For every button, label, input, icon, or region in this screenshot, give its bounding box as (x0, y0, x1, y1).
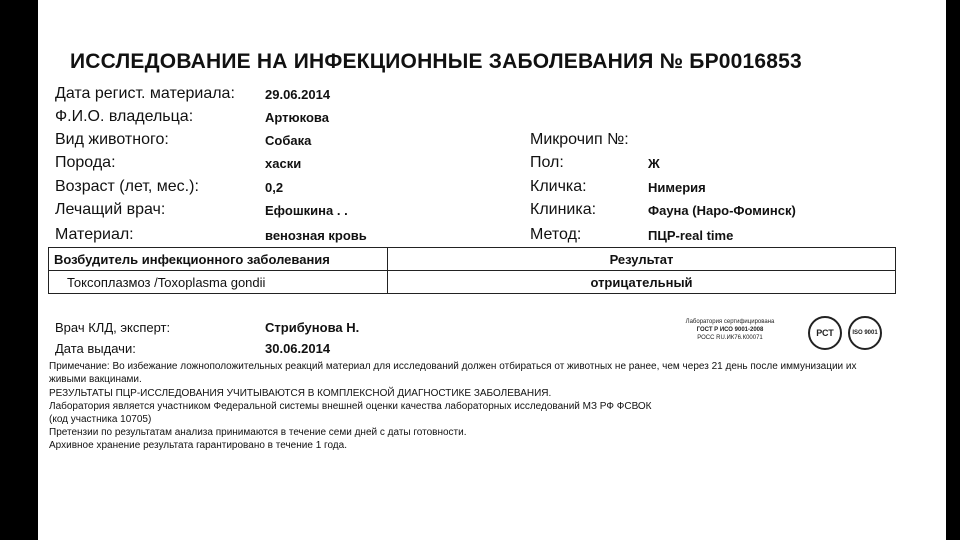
owner-label: Ф.И.О. владельца: (55, 108, 194, 125)
note-claims: Претензии по результатам анализа принимаются в течение семи дней с даты готовности. (49, 427, 467, 438)
certification-text (660, 318, 800, 342)
owner-value: Артюкова (265, 110, 329, 125)
note-fsvok: Лаборатория является участником Федеральной системы внешней оценки качества лабораторных исследований МЗ РФ ФСВОК (49, 401, 652, 412)
material-label: Материал: (55, 226, 134, 243)
table-row (49, 271, 896, 294)
age-label: Возраст (лет, мес.): (55, 178, 199, 195)
note-archive: Архивное хранение результата гарантировано в течение 1 года. (49, 440, 347, 451)
material-value: венозная кровь (265, 228, 367, 243)
microchip-label: Микрочип №: (530, 131, 629, 148)
report-sheet (38, 0, 946, 540)
method-value: ПЦР-real time (648, 228, 734, 243)
breed-label: Порода: (55, 154, 116, 171)
age-value: 0,2 (265, 180, 284, 195)
sex-label: Пол: (530, 154, 564, 171)
note-immunization: Примечание: Во избежание ложноположительных реакций материал для исследований должен отбираться от животных не ранее, чем через 21 день после иммунизации их живыми вакцинами. (49, 361, 857, 385)
report-title: ИССЛЕДОВАНИЕ НА ИНФЕКЦИОННЫЕ ЗАБОЛЕВАНИЯ № БР0016853 (70, 50, 802, 73)
note-pcr-results: РЕЗУЛЬТАТЫ ПЦР-ИССЛЕДОВАНИЯ УЧИТЫВАЮТСЯ В КОМПЛЕКСНОЙ ДИАГНОСТИКЕ ЗАБОЛЕВАНИЯ. (49, 388, 552, 399)
reg-date-label: Дата регист. материала: (55, 85, 235, 102)
iso-logo: ISO 9001 (848, 316, 882, 350)
result-cell: отрицательный (388, 271, 896, 294)
species-label: Вид животного: (55, 131, 169, 148)
results-table (48, 247, 896, 294)
note-participant-code: (код участника 10705) (49, 414, 152, 425)
cert-line-1: Лаборатория сертифицирована (685, 319, 775, 325)
expert-value: Стрибунова Н. (265, 320, 360, 335)
cert-line-2: ГОСТ Р ИСО 9001-2008 (696, 327, 764, 333)
table-header-row (49, 248, 896, 271)
result-header: Результат (388, 248, 896, 271)
doctor-label: Лечащий врач: (55, 201, 166, 218)
issue-date-label: Дата выдачи: (55, 341, 136, 356)
reg-date-value: 29.06.2014 (265, 87, 331, 102)
sex-value: Ж (648, 156, 660, 171)
nickname-label: Кличка: (530, 178, 587, 195)
clinic-label: Клиника: (530, 201, 597, 218)
doctor-value: Ефошкина . . (265, 203, 348, 218)
pathogen-cell: Токсоплазмоз /Toxoplasma gondii (49, 271, 388, 294)
nickname-value: Нимерия (648, 180, 706, 195)
clinic-value: Фауна (Наро-Фоминск) (648, 203, 796, 218)
cert-line-3: РОСС RU.ИК76.К00071 (697, 335, 763, 341)
method-label: Метод: (530, 226, 582, 243)
breed-value: хаски (265, 156, 302, 171)
rst-logo: РСТ (808, 316, 842, 350)
issue-date-value: 30.06.2014 (265, 341, 331, 356)
expert-label: Врач КЛД, эксперт: (55, 320, 171, 335)
pathogen-header: Возбудитель инфекционного заболевания (49, 248, 388, 271)
species-value: Собака (265, 133, 312, 148)
